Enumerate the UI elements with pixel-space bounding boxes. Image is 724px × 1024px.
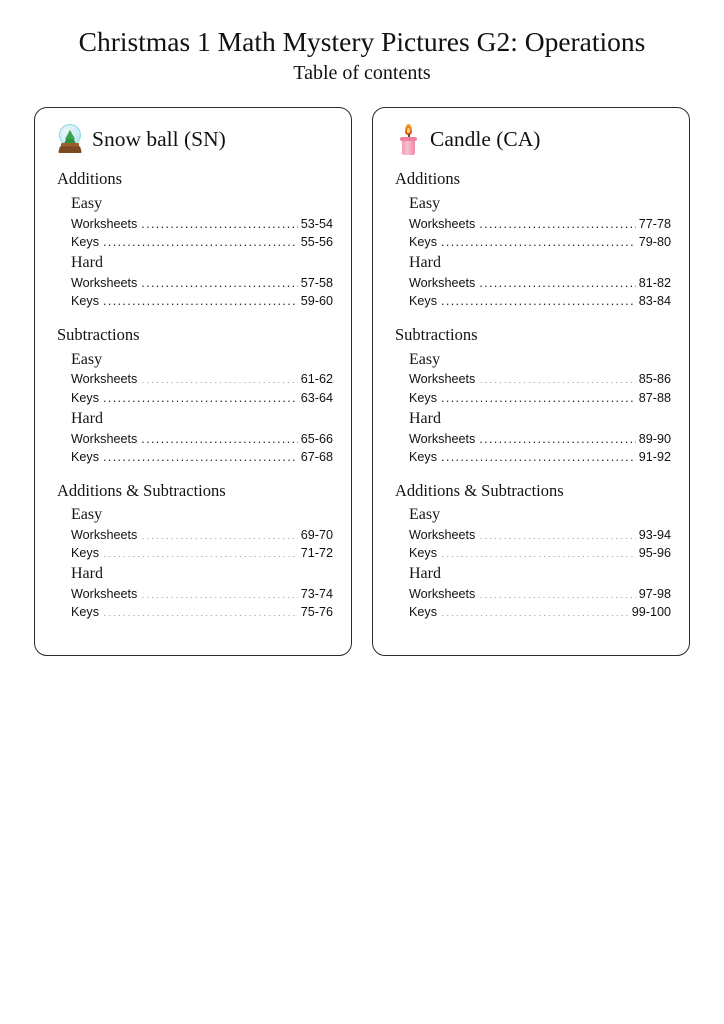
toc-level-label: Hard [71,565,103,583]
toc-entry[interactable] [71,370,333,388]
toc-level-group [391,194,671,251]
toc-entry[interactable] [71,430,333,448]
toc-entry-pages: 97-98 [638,587,671,602]
toc-dot-leader [103,448,298,461]
toc-entry[interactable] [71,526,333,544]
toc-entry-pages: 61-62 [300,372,333,387]
toc-entry[interactable] [409,274,671,292]
toc-entry-pages: 67-68 [300,449,333,464]
toc-entry[interactable] [71,585,333,603]
toc-entry-pages: 75-76 [300,605,333,620]
toc-entry-pages: 83-84 [638,293,671,308]
toc-card [372,107,690,656]
toc-entry-label: Keys [409,234,437,249]
toc-section [391,481,671,622]
toc-entry-pages: 85-86 [638,372,671,387]
toc-level-group [53,194,333,251]
toc-dot-leader [479,371,636,384]
toc-level-group [391,564,671,621]
toc-entry[interactable] [409,389,671,407]
toc-entry[interactable] [409,292,671,310]
snow-globe-icon [57,124,83,155]
toc-entry[interactable] [71,603,333,621]
toc-entry[interactable] [71,292,333,310]
toc-dot-leader [441,448,636,461]
toc-entry[interactable] [71,274,333,292]
toc-entry-label: Keys [71,605,99,620]
toc-level-label: Easy [71,350,103,368]
toc-entry[interactable] [409,448,671,466]
toc-entry-label: Worksheets [71,587,138,602]
toc-entry[interactable] [71,448,333,466]
toc-dot-leader [141,527,298,540]
toc-dot-leader [103,233,298,246]
toc-entry-label: Keys [71,234,99,249]
toc-dot-leader [141,215,298,228]
toc-entry-pages: 99-100 [631,605,671,620]
toc-section [53,169,333,310]
toc-entry[interactable] [71,215,333,233]
toc-level-label: Hard [409,254,441,272]
toc-entry-pages: 63-64 [300,390,333,405]
toc-entry-label: Worksheets [409,431,476,446]
toc-entry-label: Keys [409,546,437,561]
toc-level-group [53,505,333,562]
toc-entry[interactable] [409,233,671,251]
toc-dot-leader [479,215,636,228]
toc-entry-pages: 91-92 [638,449,671,464]
toc-entry-label: Keys [409,605,437,620]
toc-entry-label: Keys [409,390,437,405]
toc-entry-pages: 71-72 [300,546,333,561]
toc-entry-label: Worksheets [409,216,476,231]
toc-section-heading: Additions & Subtractions [57,480,226,500]
toc-section [53,481,333,622]
toc-entry[interactable] [71,544,333,562]
toc-cards-row [0,85,724,656]
toc-card-title [57,124,333,155]
toc-dot-leader [141,430,298,443]
toc-level-group [53,409,333,466]
page-header [0,0,724,85]
toc-entry-pages: 59-60 [300,293,333,308]
toc-entry-label: Keys [71,390,99,405]
toc-entry-label: Keys [409,293,437,308]
toc-level-label: Easy [409,350,441,368]
toc-level-label: Easy [71,506,103,524]
toc-entry[interactable] [71,389,333,407]
toc-entry-label: Worksheets [71,431,138,446]
toc-entry-label: Worksheets [409,587,476,602]
snow-globe-tree-top [65,130,75,139]
toc-card-title [395,124,671,155]
toc-entry-pages: 53-54 [300,216,333,231]
toc-entry-pages: 65-66 [300,431,333,446]
toc-entry[interactable] [409,370,671,388]
toc-entry-pages: 69-70 [300,528,333,543]
toc-level-label: Hard [409,409,441,427]
toc-entry-label: Worksheets [71,528,138,543]
toc-level-label: Easy [409,506,441,524]
toc-section-heading: Additions [395,169,461,189]
toc-entry[interactable] [409,430,671,448]
candle-collar [400,137,417,141]
toc-entry-label: Worksheets [71,372,138,387]
toc-entry-label: Worksheets [409,372,476,387]
toc-entry-pages: 57-58 [300,275,333,290]
toc-section-heading: Subtractions [395,325,478,345]
toc-level-group [391,350,671,407]
toc-entry[interactable] [409,526,671,544]
toc-entry-label: Worksheets [71,275,138,290]
toc-entry-pages: 77-78 [638,216,671,231]
toc-level-group [53,350,333,407]
toc-card [34,107,352,656]
toc-entry-pages: 81-82 [638,275,671,290]
toc-entry-label: Keys [409,449,437,464]
toc-entry-label: Keys [71,449,99,464]
toc-entry[interactable] [409,544,671,562]
toc-dot-leader [479,527,636,540]
toc-entry-pages: 95-96 [638,546,671,561]
toc-section-heading: Additions [57,169,123,189]
toc-entry-label: Worksheets [71,216,138,231]
toc-section-heading: Additions & Subtractions [395,480,564,500]
toc-level-group [391,409,671,466]
toc-level-group [53,564,333,621]
toc-entry-pages: 79-80 [638,234,671,249]
toc-dot-leader [141,371,298,384]
page-subtitle: Table of contents [293,62,431,85]
toc-dot-leader [441,545,636,558]
toc-entry-pages: 87-88 [638,390,671,405]
toc-card-title-text: Candle (CA) [430,127,541,152]
toc-dot-leader [441,389,636,402]
toc-section [53,325,333,466]
toc-entry-pages: 73-74 [300,587,333,602]
toc-level-label: Easy [409,194,441,212]
toc-dot-leader [103,389,298,402]
toc-dot-leader [441,233,636,246]
toc-dot-leader [479,430,636,443]
toc-entry-pages: 55-56 [300,234,333,249]
toc-dot-leader [479,586,636,599]
toc-section-heading: Subtractions [57,325,140,345]
toc-level-label: Hard [71,254,103,272]
toc-entry-label: Keys [71,293,99,308]
toc-level-group [391,505,671,562]
toc-entry[interactable] [409,215,671,233]
toc-level-label: Hard [71,409,103,427]
toc-dot-leader [441,292,636,305]
toc-level-group [53,253,333,310]
toc-entry-label: Keys [71,546,99,561]
toc-dot-leader [441,604,629,617]
toc-dot-leader [141,586,298,599]
toc-level-label: Hard [409,565,441,583]
toc-entry-label: Worksheets [409,275,476,290]
toc-entry[interactable] [409,603,671,621]
toc-level-label: Easy [71,194,103,212]
toc-card-title-text: Snow ball (SN) [92,127,226,152]
toc-section [391,169,671,310]
toc-entry[interactable] [71,233,333,251]
toc-entry-pages: 89-90 [638,431,671,446]
snow-globe-base [58,146,82,153]
page-title: Christmas 1 Math Mystery Pictures G2: Operations [78,26,646,57]
toc-dot-leader [141,274,298,287]
toc-dot-leader [103,292,298,305]
toc-entry-pages: 93-94 [638,528,671,543]
toc-dot-leader [103,604,298,617]
toc-entry[interactable] [409,585,671,603]
toc-dot-leader [103,545,298,558]
toc-level-group [391,253,671,310]
toc-dot-leader [479,274,636,287]
candle-icon [395,124,421,155]
toc-entry-label: Worksheets [409,528,476,543]
toc-section [391,325,671,466]
